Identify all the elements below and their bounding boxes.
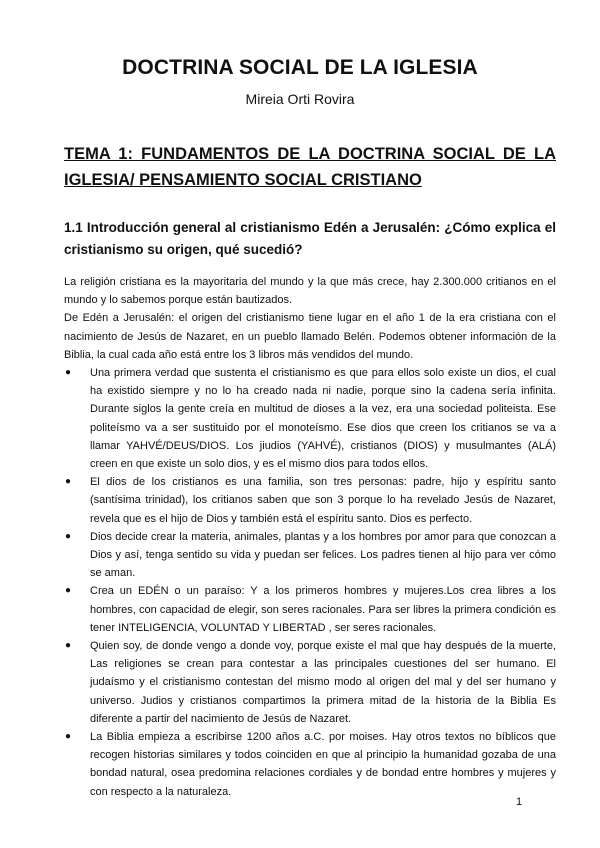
list-item-text: El dios de los cristianos es una familia, son tres personas: padre, hijo y espíritu santo (santísima trinidad), los critianos saben que son 3 porque lo ha revelado Jesús de Nazaret, revela que es el hijo de Dios y también está el espíritu santo. Dios es perfecto. xyxy=(90,476,556,525)
list-item-text: Dios decide crear la materia, animales, plantas y a los hombres por amor para que conozcan a Dios y así, tenga sentido su vida y puedan ser felices. Los padres tienen al hijo para ver cómo se aman. xyxy=(90,530,556,580)
section-heading: 1.1 Introducción general al cristianismo Edén a Jerusalén: ¿Cómo explica el cristianismo su origen, qué sucedió? xyxy=(64,220,556,257)
list-item xyxy=(64,728,556,801)
bullet-icon: ● xyxy=(65,367,72,379)
bullet-list xyxy=(64,364,556,801)
paragraph: La religión cristiana es la mayoritaria del mundo y la que más crece, hay 2.300.000 critianos en el mundo y lo sabemos porque están bautizados. xyxy=(64,276,556,307)
list-item xyxy=(64,364,556,473)
bullet-icon: ● xyxy=(65,476,72,488)
list-item-text: Una primera verdad que sustenta el cristianismo es que para ellos solo existe un dios, el cual ha existido siempre y no lo ha creado nada ni nadie, porque sino la cadena sería infinita. Durante siglos la gente creía en multitud de dioses a la vez, era una sociedad politeista. Ese politeísmo va a ser sustituido por el monoteísmo. Ese dios que creen los critianos se va a llamar YAHVÉ/DEUS/DIOS. Los jiudios (YAHVÉ), cristianos (DIOS) y musulmantes (ALÁ) creen en que existe un solo dios, y es el mismo dios para todos ellos. xyxy=(90,367,556,471)
list-item xyxy=(64,473,556,528)
list-item-text: Quien soy, de donde vengo a donde voy, porque existe el mal que hay después de la muerte, Las religiones se crean para contestar a las principales cuestiones del ser humano. El judaísmo y el cristianismo contestan del mismo modo al origen del mal y del ser humano y universo. Judios y cristianos compartimos la primera mitad de la historia de la Biblia Es diferente a partir del nacimiento de Jesús de Nazaret. xyxy=(90,640,556,725)
list-item xyxy=(64,637,556,728)
bullet-icon: ● xyxy=(65,585,72,597)
bullet-icon: ● xyxy=(65,731,72,743)
document-author: Mireia Orti Rovira xyxy=(245,91,355,107)
tema-heading: TEMA 1: FUNDAMENTOS DE LA DOCTRINA SOCIAL DE LA IGLESIA/ PENSAMIENTO SOCIAL CRISTIANO xyxy=(64,145,556,189)
list-item-text: Crea un EDÉN o un paraíso: Y a los primeros hombres y mujeres.Los crea libres a los hombres, con capacidad de elegir, son seres racionales. Para ser libres la primera condición es tener INTELIGENCIA, VOLUNTAD Y LIBERTAD , ser seres racionales. xyxy=(90,585,556,634)
document-title: DOCTRINA SOCIAL DE LA IGLESIA xyxy=(122,56,478,79)
paragraph: De Edén a Jerusalén: el origen del cristianismo tiene lugar en el año 1 de la era cristiana con el nacimiento de Jesús de Nazaret, en un pueblo llamado Belén. Podemos obtener información de la Biblia, la cual cada año está entre los 3 libros más vendidos del mundo. xyxy=(64,312,556,361)
body-text xyxy=(64,273,556,801)
list-item-text: La Biblia empieza a escribirse 1200 años a.C. por moises. Hay otros textos no bíblicos que recogen historias similares y todos coinciden en que al principio la humanidad gozaba de una bondad natural, osea predomina relaciones cordiales y de bondad entre hombres y mujeres y con respecto a la naturaleza. xyxy=(90,731,556,798)
list-item xyxy=(64,528,556,583)
page-number: 1 xyxy=(516,796,523,808)
list-item xyxy=(64,582,556,637)
bullet-icon: ● xyxy=(65,530,72,542)
bullet-icon: ● xyxy=(65,640,72,652)
